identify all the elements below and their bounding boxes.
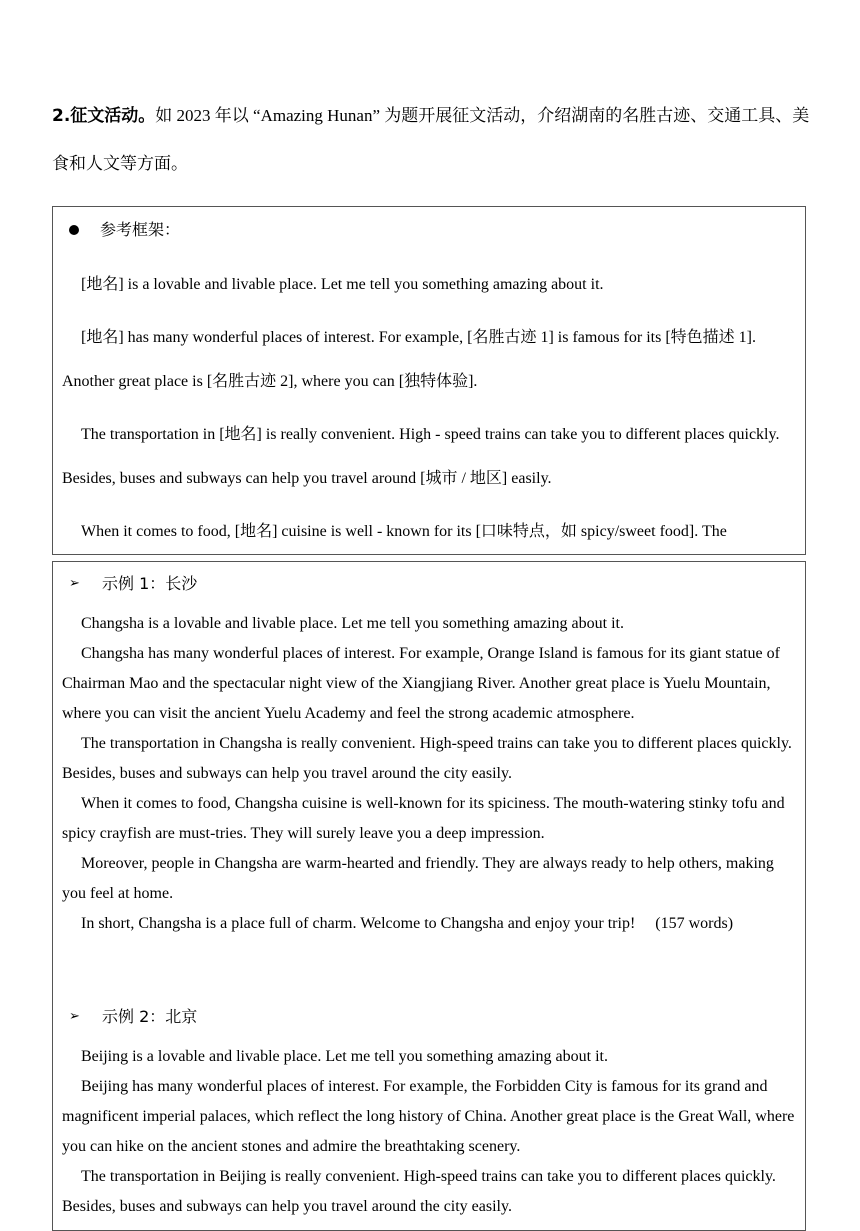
example-paragraph: The transportation in Beijing is really convenient. High-speed trains can take you to different places quickly. Besides, buses and subways can help you travel around the city easily.	[62, 1168, 776, 1215]
framework-paragraph: The transportation in [地名] is really convenient. High - speed trains can take you to different places quickly. Besides, buses and subways can help you travel around [城市 / 地区] easily.	[62, 426, 780, 487]
framework-title-line	[62, 220, 180, 240]
example-1-title-line	[62, 574, 795, 594]
arrow-bullet-icon: ➢	[69, 576, 80, 591]
bullet-dot-icon	[69, 225, 79, 235]
example-paragraph: Beijing is a lovable and livable place. Let me tell you something amazing about it.	[81, 1048, 608, 1065]
framework-title: 参考框架：	[100, 220, 181, 239]
essay-task-heading	[52, 92, 812, 187]
example-paragraph: The transportation in Changsha is really convenient. High-speed trains can take you to different places quickly. Besides, buses and subways can help you travel around the city easily.	[62, 735, 792, 782]
example-paragraph: When it comes to food, Changsha cuisine is well-known for its spiciness. The mouth-watering stinky tofu and spicy crayfish are must-tries. They will surely leave you a deep impression.	[62, 795, 785, 842]
example-paragraph: Changsha is a lovable and livable place. Let me tell you something amazing about it.	[81, 615, 624, 632]
task-number-title: 2.征文活动。	[52, 106, 156, 126]
example-paragraph: In short, Changsha is a place full of charm. Welcome to Changsha and enjoy your trip! (157 words)	[81, 915, 734, 932]
task-description: 如 2023 年以 “Amazing Hunan” 为题开展征文活动，介绍湖南的名胜古迹、交通工具、美食和人文等方面。	[52, 106, 810, 173]
example-1-title: 示例 1：长沙	[102, 574, 198, 593]
example-paragraph: Moreover, people in Changsha are warm-hearted and friendly. They are always ready to help others, making you feel at home.	[62, 855, 774, 902]
reference-framework-box	[52, 206, 806, 555]
example-2-title-line	[62, 1007, 795, 1027]
example-2-body	[62, 1042, 795, 1222]
framework-paragraph: [地名] has many wonderful places of interest. For example, [名胜古迹 1] is famous for its [特色描述 1]. Another great place is [名胜古迹 2], where you can [独特体验].	[62, 329, 756, 390]
example-2-title: 示例 2：北京	[102, 1007, 198, 1026]
example-2-section	[62, 1007, 795, 1222]
arrow-bullet-icon: ➢	[69, 1009, 80, 1024]
example-paragraph: Changsha has many wonderful places of interest. For example, Orange Island is famous for its giant statue of Chairman Mao and the spectacular night view of the Xiangjiang River. Another great place is Yuelu Mountain, where you can visit the ancient Yuelu Academy and feel the strong academic atmosphere.	[62, 645, 780, 722]
framework-body	[62, 263, 793, 555]
framework-paragraph: When it comes to food, [地名] cuisine is well - known for its [口味特点，如 spicy/sweet food]. The	[81, 523, 727, 540]
examples-box	[52, 561, 806, 1231]
example-1-section	[62, 574, 795, 939]
example-paragraph: Beijing has many wonderful places of interest. For example, the Forbidden City is famous for its grand and magnificent imperial palaces, which reflect the long history of China. Another great place is the Great Wall, where you can hike on the ancient stones and admire the breathtaking scenery.	[62, 1078, 795, 1155]
framework-paragraph: [地名] is a lovable and livable place. Let me tell you something amazing about it.	[81, 276, 604, 293]
example-1-body	[62, 609, 795, 939]
